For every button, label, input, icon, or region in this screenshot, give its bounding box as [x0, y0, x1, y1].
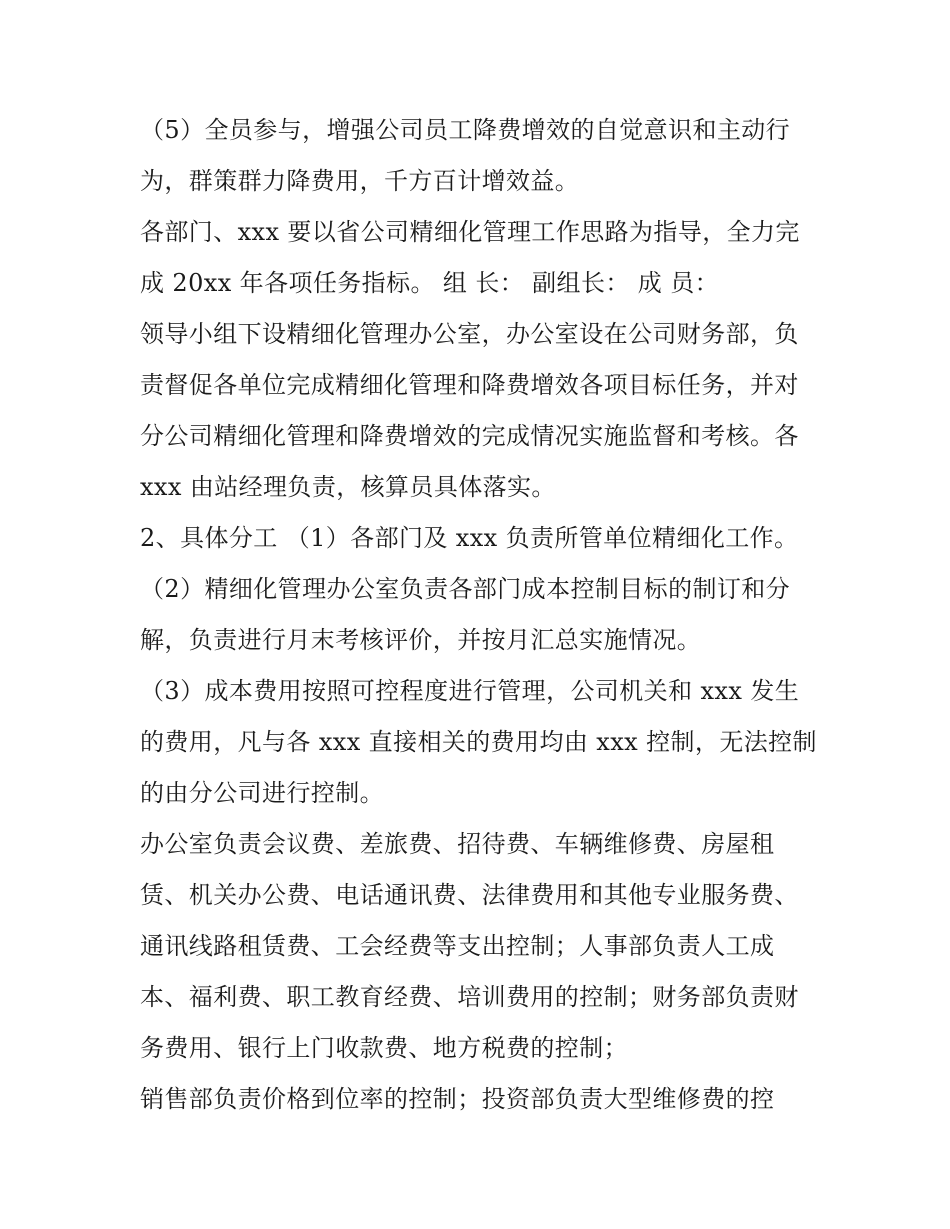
text-line-11: 解，负责进行月末考核评价，并按月汇总实施情况。	[140, 626, 702, 654]
text-line-12: （3）成本费用按照可控程度进行管理，公司机关和 xxx 发生	[140, 677, 800, 705]
text-line-6: 责督促各单位完成精细化管理和降费增效各项目标任务，并对	[140, 371, 799, 399]
text-line-2: 为，群策群力降费用，千方百计增效益。	[140, 167, 580, 195]
text-line-1: （5）全员参与，增强公司员工降费增效的自觉意识和主动行	[140, 116, 791, 144]
text-line-15: 办公室负责会议费、差旅费、招待费、车辆维修费、房屋租	[140, 830, 775, 858]
text-line-13: 的费用，凡与各 xxx 直接相关的费用均由 xxx 控制，无法控制	[140, 728, 817, 756]
text-line-7: 分公司精细化管理和降费增效的完成情况实施监督和考核。各	[140, 422, 799, 450]
text-line-19: 务费用、银行上门收款费、地方税费的控制；	[140, 1034, 628, 1062]
text-line-3: 各部门、xxx 要以省公司精细化管理工作思路为指导，全力完	[140, 218, 800, 246]
text-line-9: 2、具体分工 （1）各部门及 xxx 负责所管单位精细化工作。	[140, 524, 799, 552]
text-line-10: （2）精细化管理办公室负责各部门成本控制目标的制订和分	[140, 575, 791, 603]
text-line-18: 本、福利费、职工教育经费、培训费用的控制；财务部负责财	[140, 983, 799, 1011]
text-line-16: 赁、机关办公费、电话通讯费、法律费用和其他专业服务费、	[140, 881, 799, 909]
text-line-14: 的由分公司进行控制。	[140, 779, 384, 807]
text-line-4: 成 20xx 年各项任务指标。 组 长： 副组长： 成 员：	[140, 269, 720, 297]
text-line-8: xxx 由站经理负责，核算员具体落实。	[140, 473, 556, 501]
text-line-5: 领导小组下设精细化管理办公室，办公室设在公司财务部，负	[140, 320, 799, 348]
text-line-17: 通讯线路租赁费、工会经费等支出控制；人事部负责人工成	[140, 932, 775, 960]
text-line-20: 销售部负责价格到位率的控制；投资部负责大型维修费的控	[140, 1085, 775, 1113]
